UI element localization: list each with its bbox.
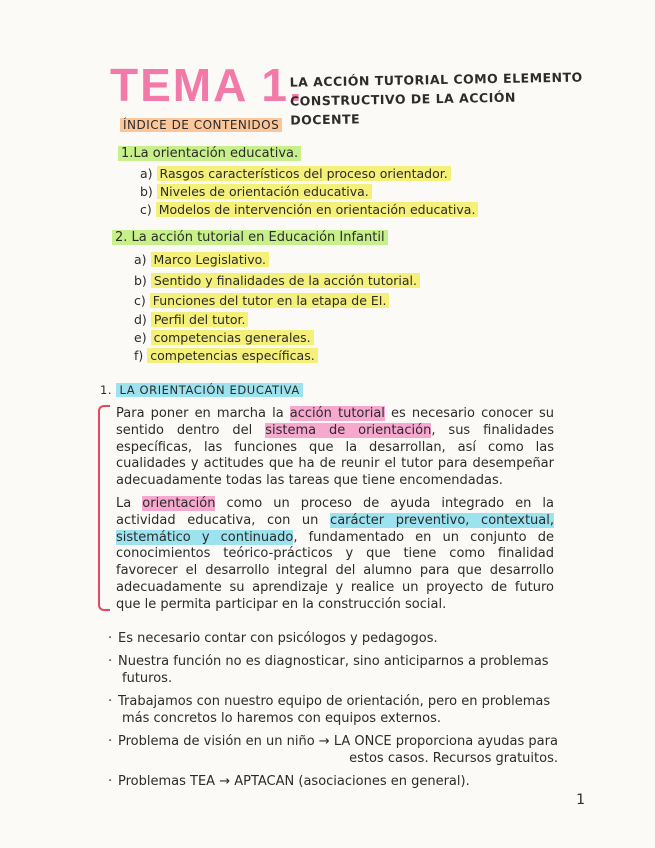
toc-item: f) competencias específicas. xyxy=(134,348,318,363)
subtitle-line: LA ACCIÓN TUTORIAL COMO ELEMENTO xyxy=(289,69,583,90)
bullet-item: · Es necesario contar con psicólogos y pedagogos. xyxy=(108,631,438,646)
paragraph-1: Para poner en marcha la acción tutorial es necesario conocer su sentido dentro del sistema de orientación, sus finalidades específicas, las funciones que la desarrollan, así como las cualidades y actitudes que ha de reunir el tutor para desempeñar adecuadamente todas las tareas que tiene encomendadas. xyxy=(116,406,554,489)
toc-item: b) Niveles de orientación educativa. xyxy=(140,184,372,199)
toc-item: a) Rasgos característicos del proceso orientador. xyxy=(140,166,451,181)
toc-item: c) Modelos de intervención en orientación educativa. xyxy=(140,202,478,217)
toc-heading-2: 2. La acción tutorial en Educación Infantil xyxy=(112,230,388,245)
subtitle-line: CONSTRUCTIVO DE LA ACCIÓN DOCENTE xyxy=(289,89,516,128)
paragraph-2: La orientación como un proceso de ayuda integrado en la actividad educativa, con un carácter preventivo, contextual, sistemático y continuado, fundamentado en un conjunto de conocimientos teórico-prácticos y que tiene como finalidad favorecer el desarrollo integral del alumno para que desarrollo adecuadamente su aprendizaje y realice un proyecto de futuro que le permita participar en la construcción social. xyxy=(116,496,555,612)
bullet-item: · Problema de visión en un niño → LA ONCE proporciona ayudas para estos casos. Recursos gratuitos. xyxy=(108,734,558,766)
toc-item: c) Funciones del tutor en la etapa de EI. xyxy=(134,293,389,308)
bullet-item: · Trabajamos con nuestro equipo de orientación, pero en problemas más concretos lo haremos con equipos externos. xyxy=(108,694,551,726)
page-number: 1 xyxy=(576,792,585,808)
toc-item: d) Perfil del tutor. xyxy=(134,312,248,327)
red-bracket xyxy=(98,405,110,611)
page-title: TEMA 1. xyxy=(110,59,304,111)
toc-item: e) competencias generales. xyxy=(134,330,314,345)
bullet-list xyxy=(108,630,568,796)
bullet-item: · Problemas TEA → APTACAN (asociaciones en general). xyxy=(108,774,470,789)
index-heading: ÍNDICE DE CONTENIDOS xyxy=(120,118,282,132)
section-heading: 1. LA ORIENTACIÓN EDUCATIVA xyxy=(100,383,303,397)
page-subtitle xyxy=(290,67,591,129)
toc-heading-1: 1.La orientación educativa. xyxy=(118,146,301,161)
toc-item: b) Sentido y finalidades de la acción tutorial. xyxy=(134,273,420,288)
toc-item: a) Marco Legislativo. xyxy=(134,252,269,267)
bullet-item: · Nuestra función no es diagnosticar, sino anticiparnos a problemas futuros. xyxy=(108,654,549,686)
